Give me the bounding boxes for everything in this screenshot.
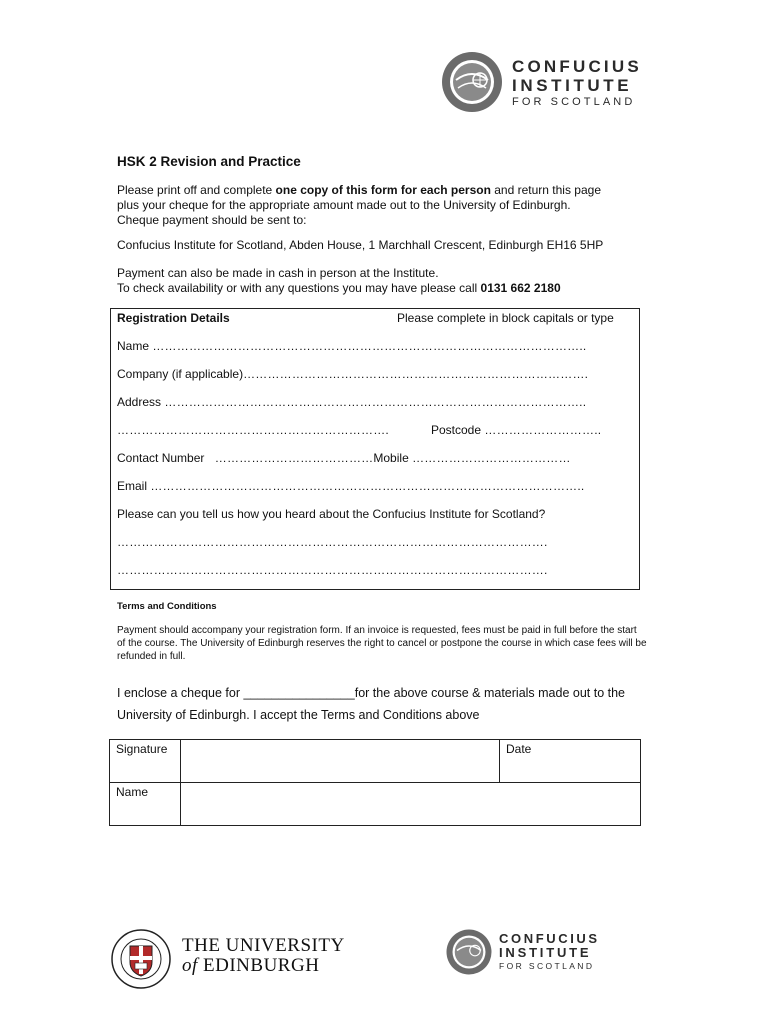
contact-text: To check availability or with any questions you may have please call: [117, 281, 481, 295]
ci-footer-line2: INSTITUTE: [499, 945, 592, 960]
enclose-text: for the above course & materials made out to the: [354, 686, 626, 700]
contact-number-label: Contact Number: [117, 451, 205, 465]
enclose-text: I enclose a cheque for: [117, 686, 244, 700]
name-label-cell: Name: [110, 783, 181, 826]
payment-info: [117, 266, 561, 296]
signature-table: [109, 739, 641, 826]
uoe-of: of: [182, 955, 198, 976]
ci-wordmark-line2: INSTITUTE: [512, 76, 633, 95]
ci-footer-line1: CONFUCIUS: [499, 931, 600, 946]
postal-address: Confucius Institute for Scotland, Abden House, 1 Marchhall Crescent, Edinburgh EH16 5HP: [117, 238, 604, 252]
block-capitals-instruction: Please complete in block capitals or type: [397, 311, 614, 325]
name-field[interactable]: Name ……………………………………………………………………………………………..: [117, 339, 587, 353]
cheque-amount-blank[interactable]: ________________: [243, 686, 355, 700]
email-field[interactable]: Email ……………………………………………………………………………………………..: [117, 479, 585, 493]
intro-bold-text: one copy of this form for each person: [275, 183, 491, 197]
date-field[interactable]: [500, 740, 641, 783]
company-field[interactable]: Company (if applicable)………………………………………………………………………….: [117, 367, 589, 381]
uoe-line1: THE UNIVERSITY: [182, 935, 345, 956]
registration-details-box: [110, 308, 640, 590]
contact-number-field[interactable]: Contact Number …………………………………Mobile …………………………………: [117, 451, 571, 465]
edinburgh-crest-icon: [110, 928, 172, 990]
postcode-label: Postcode: [431, 423, 482, 437]
page-title: HSK 2 Revision and Practice: [117, 154, 301, 169]
intro-text: and return this page: [490, 183, 601, 197]
address-field[interactable]: Address …………………………………………………………………………………………..: [117, 395, 587, 409]
confucius-institute-logo: [440, 50, 650, 114]
confucius-emblem-icon: [440, 50, 504, 114]
ci-wordmark-line3: FOR SCOTLAND: [512, 96, 636, 108]
name-label: Name: [117, 339, 150, 353]
address-line2-field[interactable]: ………………………………………………………….: [117, 423, 389, 437]
email-label: Email: [117, 479, 148, 493]
uoe-line2: EDINBURGH: [203, 955, 320, 976]
intro-line2: plus your cheque for the appropriate amount made out to the University of Edinburgh.: [117, 198, 571, 212]
ci-footer-line3: FOR SCOTLAND: [499, 961, 595, 971]
intro-line3: Cheque payment should be sent to:: [117, 213, 307, 227]
university-of-edinburgh-logo: [110, 928, 350, 992]
intro-text: Please print off and complete: [117, 183, 276, 197]
cash-payment-text: Payment can also be made in cash in person at the Institute.: [117, 266, 439, 280]
cheque-statement: [117, 682, 625, 726]
ci-wordmark-line1: CONFUCIUS: [512, 57, 642, 76]
heard-about-question: Please can you tell us how you heard about the Confucius Institute for Scotland?: [117, 507, 546, 521]
date-label: Date: [506, 742, 532, 756]
mobile-label: Mobile: [373, 451, 409, 465]
confucius-emblem-icon: [445, 928, 493, 976]
postcode-field[interactable]: Postcode ………………………..: [431, 423, 602, 437]
accept-terms-text: University of Edinburgh. I accept the Terms and Conditions above: [117, 708, 480, 722]
confucius-institute-footer-logo: [445, 928, 605, 978]
intro-paragraph: [117, 183, 601, 228]
phone-number: 0131 662 2180: [480, 281, 561, 295]
signature-field[interactable]: [181, 740, 500, 783]
company-label: Company (if applicable): [117, 367, 244, 381]
terms-text: Payment should accompany your registration form. If an invoice is requested, fees must be paid in full before the start of the course. The University of Edinburgh reserves the right to cancel or postpone the course in which case fees will be refunded in full.: [117, 625, 647, 662]
name-signature-field[interactable]: [181, 783, 641, 826]
terms-heading: Terms and Conditions: [117, 601, 217, 612]
heard-about-answer-line2[interactable]: …………………………………………………………………………………………….: [117, 563, 548, 577]
signature-label: Signature: [110, 740, 181, 783]
address-label: Address: [117, 395, 162, 409]
registration-heading: Registration Details: [117, 311, 230, 325]
heard-about-answer-line1[interactable]: …………………………………………………………………………………………….: [117, 535, 548, 549]
